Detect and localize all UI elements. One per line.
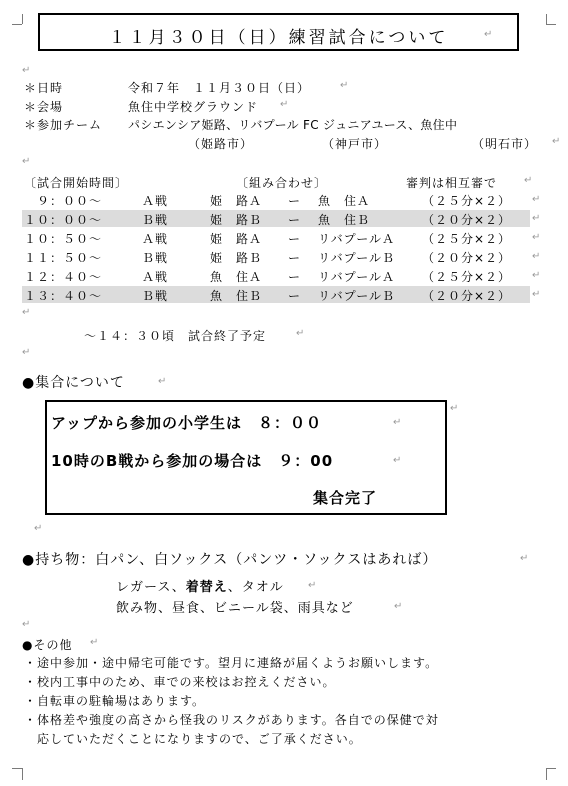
row-duration: （２５分×２） xyxy=(422,270,512,284)
paragraph-mark: ↵ xyxy=(34,523,43,534)
date-label: ＊日時 xyxy=(24,81,64,95)
row-duration: （２５分×２） xyxy=(422,232,512,246)
row-time: １２：４０～ xyxy=(24,270,103,284)
row-away-team: リバプールＡ xyxy=(318,232,396,246)
row-time: １０：００～ xyxy=(24,213,103,227)
belongings-line-3: 飲み物、昼食、ビニール袋、雨具など xyxy=(116,601,354,616)
paragraph-mark: ↵ xyxy=(532,213,542,224)
row-time: ９：００～ xyxy=(24,194,103,208)
document-title: １１月３０日（日）練習試合について xyxy=(108,28,449,48)
row-away-team: リバプールＡ xyxy=(318,270,396,284)
end-note: ～１４：３０頃 試合終了予定 xyxy=(84,329,267,343)
paragraph-mark: ↵ xyxy=(308,580,317,591)
row-duration: （２０分×２） xyxy=(422,289,512,303)
belongings-line-2-after: 、タオル xyxy=(227,580,284,595)
other-note: ・校内工事中のため、車での来校はお控えください。 xyxy=(24,675,336,689)
schedule-header-match: 〔組み合わせ〕 xyxy=(236,176,328,190)
row-away-team: リバプールＢ xyxy=(318,289,396,303)
row-home-team: 魚 住Ａ xyxy=(210,270,263,284)
paragraph-mark: ↵ xyxy=(296,328,305,339)
schedule-header-time: 〔試合開始時間〕 xyxy=(24,176,129,190)
row-court: Ｂ戦 xyxy=(142,213,169,227)
paragraph-mark: ↵ xyxy=(22,65,31,76)
row-home-team: 姫 路Ｂ xyxy=(210,213,263,227)
row-separator: ー xyxy=(288,270,302,284)
assembly-heading: ●集合について xyxy=(22,375,125,391)
crop-mark-bottom-right-h xyxy=(546,768,556,769)
belongings-line-2 xyxy=(116,576,284,595)
row-court: Ａ戦 xyxy=(142,232,169,246)
team-city-himeji: （姫路市） xyxy=(188,137,254,151)
other-note: 応していただくことになりますので、ご了承ください。 xyxy=(24,732,362,746)
row-home-team: 魚 住Ｂ xyxy=(210,289,263,303)
team-city-akashi: （明石市） xyxy=(472,137,538,151)
row-home-team: 姫 路Ｂ xyxy=(210,251,263,265)
schedule-row xyxy=(22,191,542,208)
paragraph-mark: ↵ xyxy=(552,136,561,147)
paragraph-mark: ↵ xyxy=(90,637,99,648)
assembly-box xyxy=(45,400,447,515)
row-home-team: 姫 路Ａ xyxy=(210,194,263,208)
paragraph-mark: ↵ xyxy=(393,455,402,466)
row-duration: （２５分×２） xyxy=(422,194,512,208)
paragraph-mark: ↵ xyxy=(520,553,529,564)
schedule-header-referee: 審判は相互審で xyxy=(406,176,498,190)
teams-label: ＊参加チーム xyxy=(24,118,103,132)
schedule-row xyxy=(22,286,542,303)
assembly-line-complete: 集合完了 xyxy=(313,489,378,507)
paragraph-mark: ↵ xyxy=(22,307,31,318)
schedule-row xyxy=(22,210,542,227)
row-time: １３：４０～ xyxy=(24,289,103,303)
row-court: Ｂ戦 xyxy=(142,289,169,303)
row-separator: ー xyxy=(288,213,302,227)
row-time: １１：５０～ xyxy=(24,251,103,265)
row-separator: ー xyxy=(288,194,302,208)
belongings-line-2-bold: 着替え xyxy=(185,580,228,595)
row-separator: ー xyxy=(288,289,302,303)
row-separator: ー xyxy=(288,232,302,246)
row-court: Ａ戦 xyxy=(142,194,169,208)
teams-value: パシエンシア姫路、リバプール FC ジュニアユース、魚住中 xyxy=(128,118,458,132)
paragraph-mark: ↵ xyxy=(484,29,493,40)
paragraph-mark: ↵ xyxy=(532,251,542,262)
row-time: １０：５０～ xyxy=(24,232,103,246)
paragraph-mark: ↵ xyxy=(158,376,167,387)
assembly-line-elementary: アップから参加の小学生は ８：００ xyxy=(51,414,322,432)
paragraph-mark: ↵ xyxy=(22,347,31,358)
date-value: 令和７年 １１月３０日（日） xyxy=(128,81,311,95)
paragraph-mark: ↵ xyxy=(394,601,403,612)
schedule-row xyxy=(22,248,542,265)
row-away-team: 魚 住Ａ xyxy=(318,194,371,208)
other-note: ・自転車の駐輪場はあります。 xyxy=(24,694,206,708)
venue-label: ＊会場 xyxy=(24,100,64,114)
paragraph-mark: ↵ xyxy=(524,175,533,186)
paragraph-mark: ↵ xyxy=(532,289,542,300)
row-court: Ａ戦 xyxy=(142,270,169,284)
row-duration: （２０分×２） xyxy=(422,251,512,265)
crop-mark-bottom-right xyxy=(546,768,547,780)
crop-mark-bottom-left xyxy=(22,768,23,780)
belongings-line-2-before: レガース、 xyxy=(116,580,186,595)
paragraph-mark: ↵ xyxy=(532,194,542,205)
other-note: ・体格差や強度の高さから怪我のリスクがあります。各自での保健で対 xyxy=(24,713,439,727)
paragraph-mark: ↵ xyxy=(22,619,31,630)
crop-mark-top-right xyxy=(546,14,547,24)
paragraph-mark: ↵ xyxy=(532,232,542,243)
schedule-row xyxy=(22,267,542,284)
row-away-team: 魚 住Ｂ xyxy=(318,213,371,227)
crop-mark-top-left xyxy=(22,14,23,24)
paragraph-mark: ↵ xyxy=(340,80,349,91)
schedule-row xyxy=(22,229,542,246)
row-away-team: リバプールＢ xyxy=(318,251,396,265)
paragraph-mark: ↵ xyxy=(450,403,459,414)
crop-mark-top-right-h xyxy=(546,24,556,25)
title-box xyxy=(38,13,519,51)
paragraph-mark: ↵ xyxy=(22,156,31,167)
row-duration: （２０分×２） xyxy=(422,213,512,227)
other-heading: ●その他 xyxy=(22,638,73,652)
row-separator: ー xyxy=(288,251,302,265)
paragraph-mark: ↵ xyxy=(393,417,402,428)
crop-mark-bottom-left-h xyxy=(12,768,22,769)
venue-value: 魚住中学校グラウンド xyxy=(128,100,259,114)
paragraph-mark: ↵ xyxy=(280,99,289,110)
paragraph-mark: ↵ xyxy=(532,270,542,281)
belongings-line-1: ●持ち物：白パン、白ソックス（パンツ・ソックスはあれば） xyxy=(22,552,438,568)
row-home-team: 姫 路Ａ xyxy=(210,232,263,246)
row-court: Ｂ戦 xyxy=(142,251,169,265)
crop-mark-top-left-h xyxy=(12,24,22,25)
assembly-line-b-match: 10時のB戦から参加の場合は ９：00 xyxy=(51,452,334,470)
other-note: ・途中参加・途中帰宅可能です。望月に連絡が届くようお願いします。 xyxy=(24,656,439,670)
team-city-kobe: （神戸市） xyxy=(322,137,388,151)
